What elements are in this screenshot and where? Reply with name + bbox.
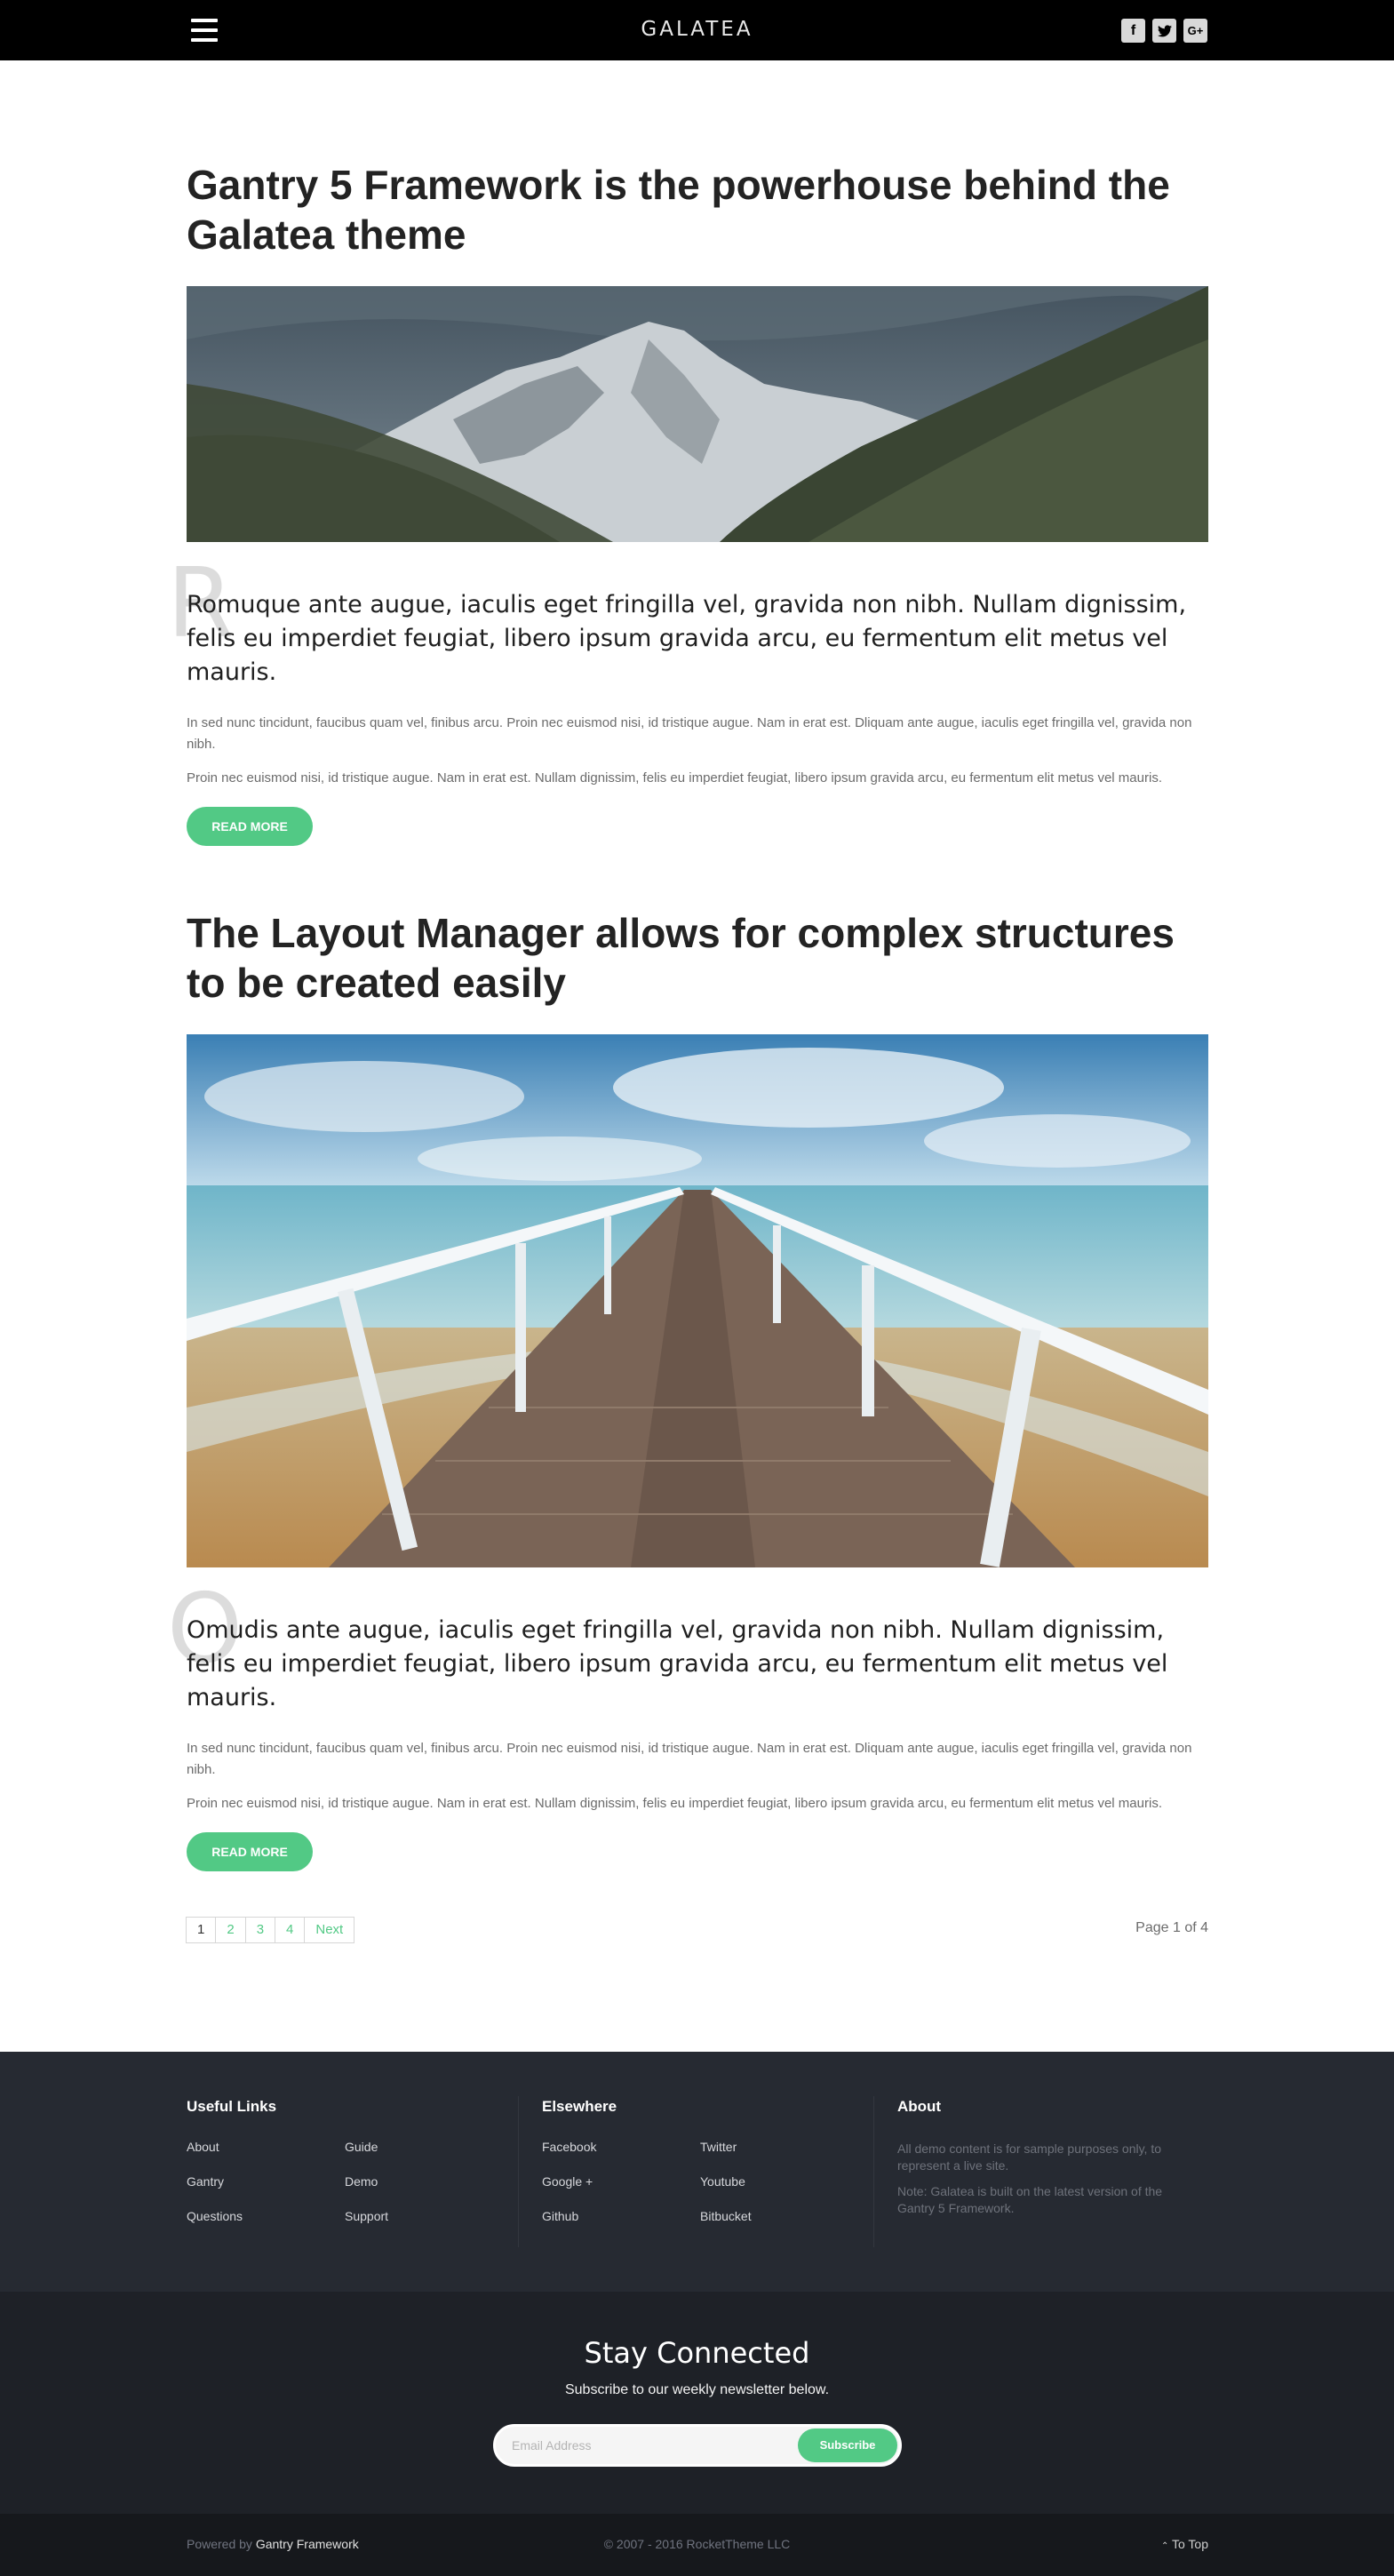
footer-link-youtube[interactable]: Youtube [700,2174,745,2189]
page-link-2[interactable]: 2 [215,1917,245,1943]
to-top-button[interactable] [1151,2537,1208,2551]
footer-link-facebook[interactable]: Facebook [542,2140,597,2154]
lead-text: Omudis ante augue, iaculis eget fringilla vel, gravida non nibh. Nullam dignissim, felis eu imperdiet feugiat, libero ipsum gravida arcu, eu fermentum elit metus vel mauris. [187,1616,1168,1711]
post-lead [167,1574,1208,1715]
footer-link-support[interactable]: Support [345,2209,389,2223]
footer-link-bitbucket[interactable]: Bitbucket [700,2209,752,2223]
about-text: All demo content is for sample purposes only, to represent a live site. [897,2141,1162,2173]
page-link-1[interactable]: 1 [186,1917,216,1943]
post-paragraph: In sed nunc tincidunt, faucibus quam vel, finibus arcu. Proin nec euismod nisi, id tristique augue. Nam in erat est. Dliquam ante augue, iaculis eget fringilla vel, gravida non nibh. [187,1741,1192,1777]
post-paragraph: In sed nunc tincidunt, faucibus quam vel, finibus arcu. Proin nec euismod nisi, id tristique augue. Nam in erat est. Dliquam ante augue, iaculis eget fringilla vel, gravida non nibh. [187,715,1192,752]
newsletter-subtitle: Subscribe to our weekly newsletter below. [564,2382,830,2397]
facebook-icon[interactable]: f [1121,19,1145,43]
footer-link-guide[interactable]: Guide [345,2140,378,2154]
email-input[interactable] [512,2434,778,2457]
column-title: About [897,2098,942,2115]
newsletter-title: Stay Connected [584,2336,810,2370]
post-lead [167,548,1208,690]
divider [518,2096,519,2247]
useful-links-column [187,2098,503,2223]
social-links [1121,19,1207,43]
google-plus-icon[interactable]: G+ [1183,19,1207,43]
to-top-label: To Top [1172,2537,1208,2551]
lead-text: Romuque ante augue, iaculis eget fringilla vel, gravida non nibh. Nullam dignissim, felis eu imperdiet feugiat, libero ipsum gravida arcu, eu fermentum elit metus vel mauris. [187,591,1187,686]
newsletter-form [493,2424,902,2467]
post-image[interactable] [187,286,1208,542]
footer-link-about[interactable]: About [187,2140,219,2154]
blog-post [167,908,1208,1871]
next-page-link[interactable]: Next [304,1917,354,1943]
pagination [187,1917,354,1943]
gantry-framework-link[interactable]: Gantry Framework [255,2537,359,2551]
footer-link-github[interactable]: Github [542,2209,579,2223]
about-note: Note: Galatea is built on the latest version of the Gantry 5 Framework. [897,2184,1163,2215]
about-column [897,2098,1191,2226]
elsewhere-column [542,2098,858,2223]
footer-link-demo[interactable]: Demo [345,2174,378,2189]
post-title[interactable]: Gantry 5 Framework is the powerhouse behind the Galatea theme [187,162,1170,258]
twitter-icon[interactable] [1152,19,1176,43]
footer-link-google-plus[interactable]: Google + [542,2174,593,2189]
footer-links [0,2052,1394,2292]
blog-post [167,160,1208,846]
post-paragraph: Proin nec euismod nisi, id tristique augue. Nam in erat est. Nullam dignissim, felis eu imperdiet feugiat, libero ipsum gravida arcu, eu fermentum elit metus vel mauris. [187,1796,1162,1811]
divider [873,2096,874,2247]
copyright-text: © 2007 - 2016 RocketTheme LLC [603,2537,791,2551]
post-image[interactable] [187,1034,1208,1567]
column-title: Elsewhere [542,2098,617,2115]
powered-by-prefix: Powered by [187,2537,252,2551]
page-link-3[interactable]: 3 [245,1917,275,1943]
subscribe-button[interactable]: Subscribe [798,2428,897,2462]
site-logo[interactable]: GALATEA [641,18,753,41]
page-link-4[interactable]: 4 [275,1917,305,1943]
footer-link-gantry[interactable]: Gantry [187,2174,225,2189]
newsletter-section [0,2292,1394,2514]
footer-link-twitter[interactable]: Twitter [700,2140,737,2154]
footer-link-questions[interactable]: Questions [187,2209,243,2223]
dropcap: O [167,1574,243,1685]
dropcap: R [167,548,235,659]
column-title: Useful Links [187,2098,277,2115]
copyright-bar [0,2514,1394,2576]
blog-list [167,160,1208,1871]
post-paragraph: Proin nec euismod nisi, id tristique augue. Nam in erat est. Nullam dignissim, felis eu imperdiet feugiat, libero ipsum gravida arcu, eu fermentum elit metus vel mauris. [187,770,1162,786]
chevron-up-icon: ⌃ [1160,2541,1169,2551]
page-counter: Page 1 of 4 [1135,1920,1208,1935]
top-bar [0,0,1394,60]
post-title[interactable]: The Layout Manager allows for complex structures to be created easily [187,910,1175,1006]
read-more-button[interactable]: READ MORE [187,1832,313,1871]
read-more-button[interactable]: READ MORE [187,807,313,846]
